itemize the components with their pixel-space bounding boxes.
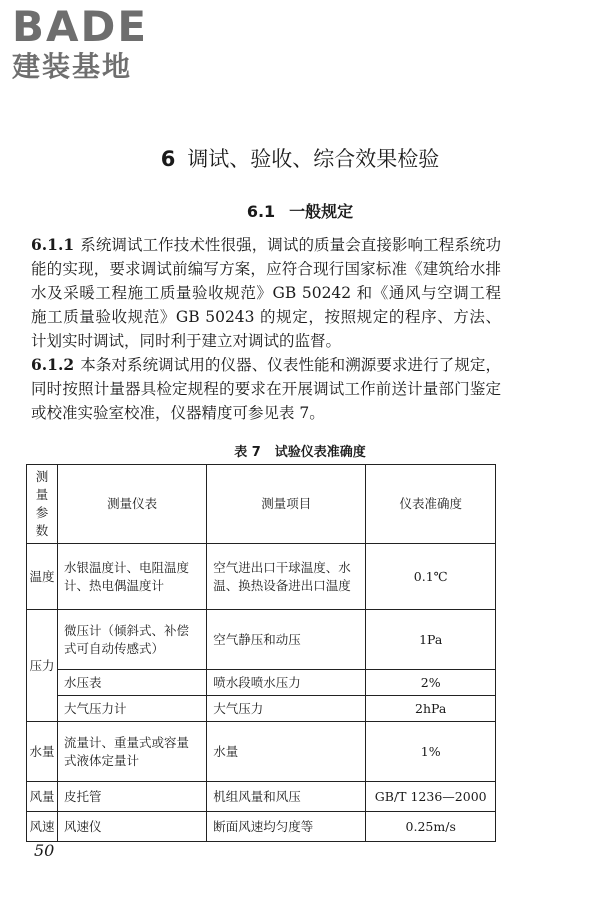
table-caption-number: 表 7 (234, 445, 261, 460)
section-number: 6.1 (246, 202, 276, 221)
table-header-cell: 仪表准确度 (366, 465, 496, 544)
clause-number: 6.1.1 (31, 235, 75, 254)
table-caption-title: 试验仪表准确度 (274, 445, 366, 460)
table-header-row (27, 465, 496, 544)
table-header-cell: 测量参数 (27, 465, 58, 544)
table-header-cell: 测量仪表 (57, 465, 206, 544)
item-cell: 断面风速均匀度等 (207, 812, 366, 842)
clause-text: 系统调试工作技术性很强，调试的质量会直接影响工程系统功能的实现，要求调试前编写方案，应符合现行国家标准《建筑给水排水及采暖工程施工质量验收规范》GB 50242 和《通风与空调工程施工质量验收规范》GB 50243 的规定，按照规定的程序、方法、计划实时调试，同时利于建立对调试的监督。 (31, 236, 501, 350)
instrument-cell: 水压表 (57, 670, 206, 696)
logo-word: BADE (12, 2, 149, 51)
table-row (27, 670, 496, 696)
instrument-cell: 微压计（倾斜式、补偿式可自动传感式） (57, 610, 206, 670)
accuracy-cell: 1Pa (366, 610, 496, 670)
param-cell: 水量 (27, 722, 58, 782)
chapter-title: 调试、验收、综合效果检验 (187, 147, 440, 171)
body-text (31, 233, 501, 425)
instrument-cell: 大气压力计 (57, 696, 206, 722)
table-caption (0, 441, 600, 460)
clause (31, 233, 501, 353)
instrument-cell: 风速仪 (57, 812, 206, 842)
page-number: 50 (34, 841, 55, 860)
item-cell: 空气进出口干球温度、水温、换热设备进出口温度 (207, 544, 366, 610)
accuracy-cell: 2hPa (366, 696, 496, 722)
item-cell: 水量 (207, 722, 366, 782)
param-cell: 压力 (27, 610, 58, 722)
accuracy-cell: 0.25m/s (366, 812, 496, 842)
instrument-cell: 水银温度计、电阻温度计、热电偶温度计 (57, 544, 206, 610)
section-heading (0, 199, 600, 222)
table-row (27, 610, 496, 670)
accuracy-table (26, 464, 496, 842)
accuracy-cell: GB/T 1236—2000 (366, 782, 496, 812)
clause-number: 6.1.2 (31, 355, 75, 374)
param-cell: 温度 (27, 544, 58, 610)
logo (12, 4, 148, 84)
table-row (27, 544, 496, 610)
accuracy-cell: 1% (366, 722, 496, 782)
clause-text: 本条对系统调试用的仪器、仪表性能和溯源要求进行了规定，同时按照计量器具检定规程的要求在开展调试工作前送计量部门鉴定或校准实验室校准，仪器精度可参见表 7。 (31, 356, 501, 422)
item-cell: 空气静压和动压 (207, 610, 366, 670)
clause (31, 353, 501, 425)
table-row (27, 812, 496, 842)
item-cell: 喷水段喷水压力 (207, 670, 366, 696)
accuracy-cell: 0.1℃ (366, 544, 496, 610)
instrument-cell: 流量计、重量式或容量式液体定量计 (57, 722, 206, 782)
table-header-cell: 测量项目 (207, 465, 366, 544)
instrument-cell: 皮托管 (57, 782, 206, 812)
table-row (27, 696, 496, 722)
param-cell: 风速 (27, 812, 58, 842)
item-cell: 机组风量和风压 (207, 782, 366, 812)
section-title: 一般规定 (289, 202, 354, 221)
item-cell: 大气压力 (207, 696, 366, 722)
chapter-number: 6 (160, 147, 176, 171)
table-row (27, 782, 496, 812)
logo-subtitle: 建装基地 (12, 50, 133, 83)
param-cell: 风量 (27, 782, 58, 812)
accuracy-cell: 2% (366, 670, 496, 696)
table-row (27, 722, 496, 782)
chapter-heading (0, 143, 600, 173)
